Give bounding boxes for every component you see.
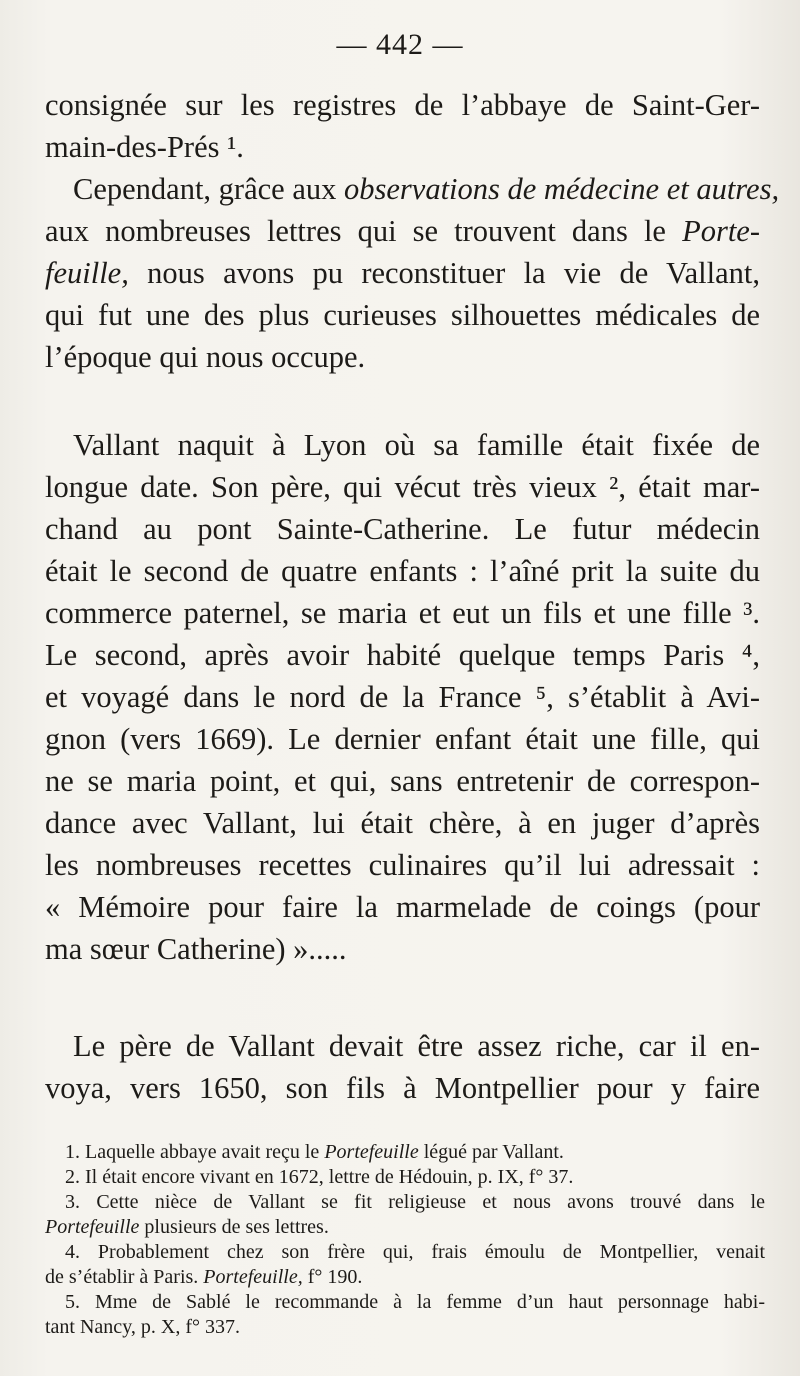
text-run: 2. Il était encore vivant en 1672, lettre de Hédouin, p. IX, f° 37.	[65, 1166, 574, 1188]
text-run: 3. Cette nièce de Vallant se fit religieuse et nous avons trouvé dans le	[65, 1191, 765, 1213]
text-line	[45, 252, 760, 294]
footnote-line	[45, 1215, 765, 1240]
text-line	[45, 210, 760, 252]
text-line: « Mémoire pour faire la marmelade de coings (pour	[45, 890, 760, 924]
text-run: légué par Vallant.	[418, 1141, 564, 1163]
italic-run: Portefeuille	[45, 1216, 140, 1238]
text-line: ne se maria point, et qui, sans entretenir de correspon-	[45, 764, 760, 798]
text-line: dance avec Vallant, lui était chère, à en juger d’après	[45, 806, 760, 840]
text-run: l’époque qui nous occupe.	[45, 340, 366, 374]
text-run: tant Nancy, p. X, f° 337.	[45, 1316, 240, 1338]
text-line: les nombreuses recettes culinaires qu’il lui adressait :	[45, 848, 760, 882]
footnote-line	[45, 1190, 765, 1215]
text-line: et voyagé dans le nord de la France ⁵, s’établit à Avi-	[45, 680, 760, 714]
text-line: gnon (vers 1669). Le dernier enfant était une fille, qui	[45, 722, 760, 756]
text-line	[45, 168, 780, 210]
text-run: qui fut une des plus curieuses silhouettes médicales de	[45, 298, 760, 332]
text-run: de s’établir à Paris.	[45, 1266, 204, 1288]
italic-run: Portefeuille,	[203, 1266, 303, 1288]
italic-run: Portefeuille	[324, 1141, 419, 1163]
paragraph-le-pere	[45, 1025, 760, 1109]
footnote-line	[45, 1165, 765, 1190]
text-line: voya, vers 1650, son fils à Montpellier pour y faire	[45, 1071, 760, 1105]
text-line: main-des-Prés ¹.	[45, 130, 244, 164]
footnote-line	[45, 1140, 765, 1165]
text-line: Vallant naquit à Lyon où sa famille était fixée de	[73, 428, 760, 462]
page-number: — 442 —	[336, 28, 464, 61]
text-line	[45, 336, 760, 378]
footnote-line	[45, 1265, 765, 1290]
text-line	[45, 294, 760, 336]
text-line: chand au pont Sainte-Catherine. Le futur médecin	[45, 512, 760, 546]
paragraph-cependant	[45, 168, 780, 378]
text-line: Le père de Vallant devait être assez riche, car il en-	[73, 1029, 760, 1063]
footnotes	[45, 1140, 765, 1340]
text-line: consignée sur les registres de l’abbaye de Saint-Ger-	[45, 88, 760, 122]
text-run: plusieurs de ses lettres.	[139, 1216, 329, 1238]
text-line: Le second, après avoir habité quelque temps Paris ⁴,	[45, 638, 760, 672]
footnote-line	[45, 1240, 765, 1265]
text-line: était le second de quatre enfants : l’aîné prit la suite du	[45, 554, 760, 588]
text-run: f° 190.	[302, 1266, 363, 1288]
text-line: longue date. Son père, qui vécut très vieux ², était mar-	[45, 470, 760, 504]
italic-run: Porte-	[682, 214, 760, 248]
text-run: 5. Mme de Sablé le recommande à la femme d’un haut personnage habi-	[65, 1291, 765, 1313]
text-run: nous avons pu reconstituer la vie de Vallant,	[128, 256, 760, 290]
text-line: ma sœur Catherine) ».....	[45, 932, 347, 966]
text-run: 1. Laquelle abbaye avait reçu le	[65, 1141, 325, 1163]
italic-run: observations de médecine et autres,	[344, 172, 780, 206]
paragraph-vallant-naquit	[45, 424, 760, 970]
italic-run: feuille,	[45, 256, 129, 290]
text-run: aux nombreuses lettres qui se trouvent dans le	[45, 214, 683, 248]
text-run: 4. Probablement chez son frère qui, frais émoulu de Montpellier, venait	[65, 1241, 765, 1263]
text-run: Cependant, grâce aux	[73, 172, 344, 206]
footnote-line	[45, 1290, 765, 1315]
text-line: commerce paternel, se maria et eut un fils et une fille ³.	[45, 596, 760, 630]
footnote-line	[45, 1315, 765, 1340]
paragraph-continuation	[45, 84, 760, 168]
